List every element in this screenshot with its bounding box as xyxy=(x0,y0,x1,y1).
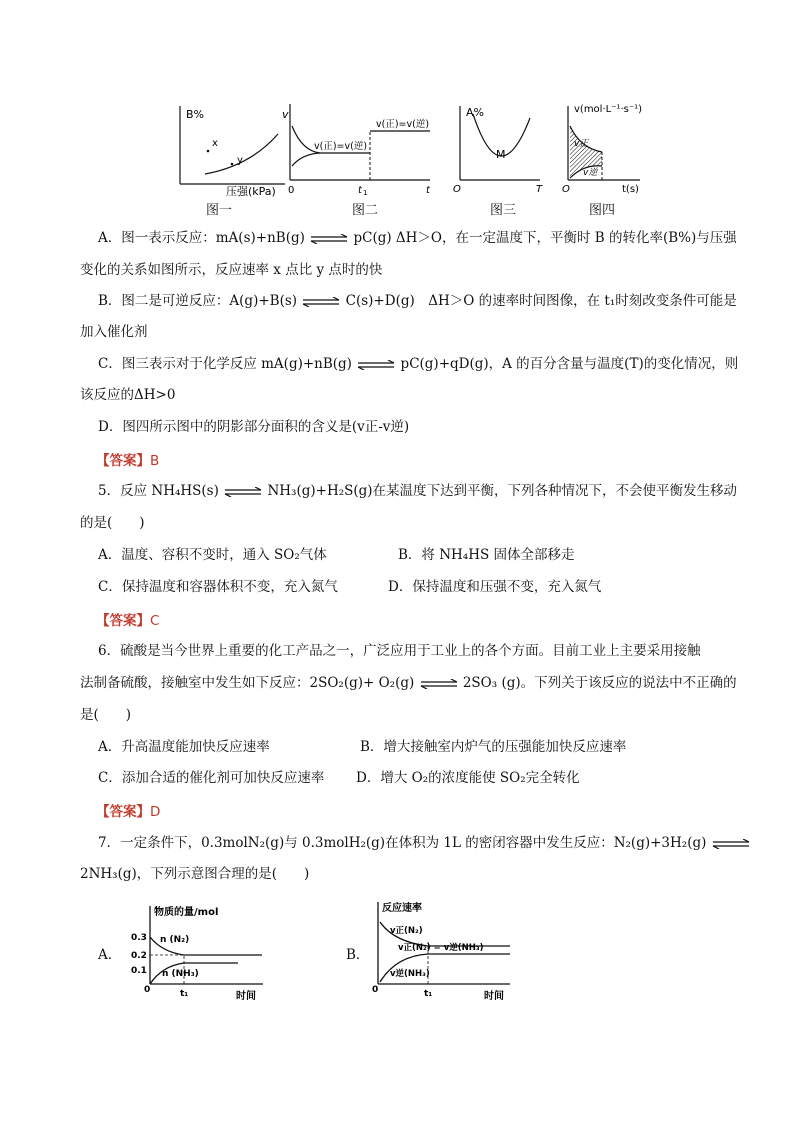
q4-option-a-text2: pC(g) ΔH＞O，在一定温度下，平衡时 B 的转化率(B%)与压强 xyxy=(353,230,737,246)
figa-t1: t₁ xyxy=(180,989,189,999)
figa-y02: 0.2 xyxy=(131,951,147,961)
answer-label: 【答案】 xyxy=(96,804,150,820)
fig4-xlabel: t(s) xyxy=(622,184,639,195)
q5-stem-text2: NH₃(g)+H₂S(g)在某温度下达到平衡，下列各种情况下，不会使平衡发生移动 xyxy=(267,483,738,499)
q7-stem-text: 7．一定条件下，0.3molN₂(g)与 0.3molH₂(g)在体积为 1L 的密闭容器中发生反应：N₂(g)+3H₂(g) xyxy=(98,835,707,851)
q4-option-a-line1 xyxy=(98,228,737,248)
figa-y01: 0.1 xyxy=(131,966,147,976)
fig2-xlabel: t xyxy=(426,185,430,196)
fig3-caption: 图三 xyxy=(490,203,517,218)
answer-label: 【答案】 xyxy=(96,453,150,469)
q6-option-c: C．添加合适的催化剂可加快反应速率 xyxy=(98,770,325,786)
equilibrium-arrow-icon xyxy=(223,487,263,497)
figa-ylabel: 物质的量/mol xyxy=(154,907,219,918)
q7-stem-line1 xyxy=(98,833,751,853)
equilibrium-arrow-icon xyxy=(309,234,349,244)
q6-stem-line3: 是( ) xyxy=(80,707,132,723)
equilibrium-arrow-icon xyxy=(356,360,396,370)
q5-option-b: B．将 NH₄HS 固体全部移走 xyxy=(398,547,575,563)
q4-option-b-line1 xyxy=(98,291,737,311)
figa-xlabel: 时间 xyxy=(236,991,256,1002)
q6-stem-line2 xyxy=(80,673,737,693)
fig2-t1-sub: 1 xyxy=(363,189,368,197)
q7-stem-line2: 2NH₃(g)，下列示意图合理的是( ) xyxy=(80,866,310,882)
answer-value: D xyxy=(150,804,161,820)
figure-2 xyxy=(282,104,431,197)
q6-stem-line1: 6．硫酸是当今世界上重要的化工产品之一，广泛应用于工业上的各个方面。目前工业上主要采用接触 xyxy=(98,643,701,659)
fig2-curve-label2: v(正)=v(逆) xyxy=(376,119,430,130)
q6-stem-text: 法制备硫酸，接触室中发生如下反应：2SO₂(g)+ O₂(g) xyxy=(80,675,415,691)
figa-y03: 0.3 xyxy=(131,933,147,943)
q4-option-c-line1 xyxy=(98,354,738,374)
q4-option-a-line2: 变化的关系如图所示，反应速率 x 点比 y 点时的快 xyxy=(80,262,383,278)
equilibrium-arrow-icon xyxy=(301,297,341,307)
figa-n-n2: n (N₂) xyxy=(160,935,190,945)
fig2-origin: 0 xyxy=(288,185,295,196)
fig4-ylabel: v(mol·L⁻¹·s⁻¹) xyxy=(574,104,643,115)
fig4-origin: O xyxy=(562,184,570,195)
fig4-caption: 图四 xyxy=(589,203,616,218)
figb-origin: 0 xyxy=(372,985,379,995)
q5-stem-text: 5．反应 NH₄HS(s) xyxy=(98,483,219,499)
fig1-point-y: y xyxy=(237,155,243,166)
fig1-ylabel: B% xyxy=(186,108,204,121)
figb-xlabel: 时间 xyxy=(484,991,504,1002)
q5-answer xyxy=(96,609,159,629)
figa-origin: 0 xyxy=(144,985,151,995)
figa-n-nh3: n (NH₃) xyxy=(162,969,199,979)
q4-option-d: D．图四所示图中的阴影部分面积的含义是(v正-v逆) xyxy=(98,419,410,435)
q4-answer xyxy=(96,449,159,469)
figb-v-n2: v正(N₂) xyxy=(390,926,423,936)
fig2-ylabel: v xyxy=(282,108,289,121)
equilibrium-arrow-icon xyxy=(419,679,459,689)
q4-option-b-line2: 加入催化剂 xyxy=(80,324,148,340)
figb-v-eq: v正(N₂) = v逆(NH₃) xyxy=(398,943,484,953)
q6-option-d: D．增大 O₂的浓度能使 SO₂完全转化 xyxy=(356,770,580,786)
q4-option-a-text: A．图一表示反应：mA(s)+nB(g) xyxy=(98,230,305,246)
fig2-t1: t xyxy=(358,185,362,196)
q4-option-c-text: C．图三表示对于化学反应 mA(g)+nB(g) xyxy=(98,356,352,372)
fig3-xlabel: T xyxy=(536,184,543,195)
fig3-ylabel: A% xyxy=(466,106,484,119)
q4-option-c-line2: 该反应的ΔH>0 xyxy=(80,387,176,403)
fig2-caption: 图二 xyxy=(352,203,379,218)
fig4-v-rev: v逆 xyxy=(583,168,598,178)
fig4-v-fwd: v正 xyxy=(574,139,589,149)
fig3-origin: O xyxy=(453,184,461,195)
q5-stem-line1 xyxy=(98,481,737,501)
figure-row xyxy=(170,96,650,216)
fig1-xlabel: 压强(kPa) xyxy=(226,185,276,198)
fig2-curve-label: v(正)=v(逆) xyxy=(314,141,368,152)
q5-option-d: D．保持温度和压强不变，充入氮气 xyxy=(388,579,602,595)
figure-1 xyxy=(180,106,285,198)
fig1-point-x: x xyxy=(212,138,218,149)
q6-option-a: A．升高温度能加快反应速率 xyxy=(98,739,270,755)
q6-option-b: B．增大接触室内炉气的压强能加快反应速率 xyxy=(360,739,627,755)
q5-stem-line2: 的是( ) xyxy=(80,515,145,531)
fig3-point-m: M xyxy=(496,148,506,161)
q4-option-c-text2: pC(g)+qD(g)，A 的百分含量与温度(T)的变化情况，则 xyxy=(400,356,739,372)
q4-option-b-text2: C(s)+D(g) ΔH＞O 的速率时间图像，在 t₁时刻改变条件可能是 xyxy=(345,293,737,309)
q4-option-b-text: B．图二是可逆反应：A(g)+B(s) xyxy=(98,293,298,309)
answer-label: 【答案】 xyxy=(96,613,150,629)
equilibrium-arrow-icon xyxy=(711,839,751,849)
q7-figure-b xyxy=(370,898,520,1002)
q7-figure-a xyxy=(128,902,268,1002)
q6-stem-text2: 2SO₃ (g)。下列关于该反应的说法中不正确的 xyxy=(462,675,737,691)
q5-option-a: A．温度、容积不变时，通入 SO₂气体 xyxy=(98,547,327,563)
figb-ylabel: 反应速率 xyxy=(382,903,422,914)
q7-option-b-label: B． xyxy=(346,947,370,963)
q6-answer xyxy=(96,800,160,820)
figure-4 xyxy=(562,104,642,195)
figb-v-nh3: v逆(NH₃) xyxy=(390,969,430,979)
q7-option-a-label: A． xyxy=(98,947,122,963)
answer-value: C xyxy=(150,613,160,629)
answer-value: B xyxy=(150,453,160,469)
q5-option-c: C．保持温度和容器体积不变，充入氮气 xyxy=(98,579,338,595)
figb-t1: t₁ xyxy=(424,989,433,999)
figure-3 xyxy=(453,106,543,195)
fig1-caption: 图一 xyxy=(206,203,233,218)
